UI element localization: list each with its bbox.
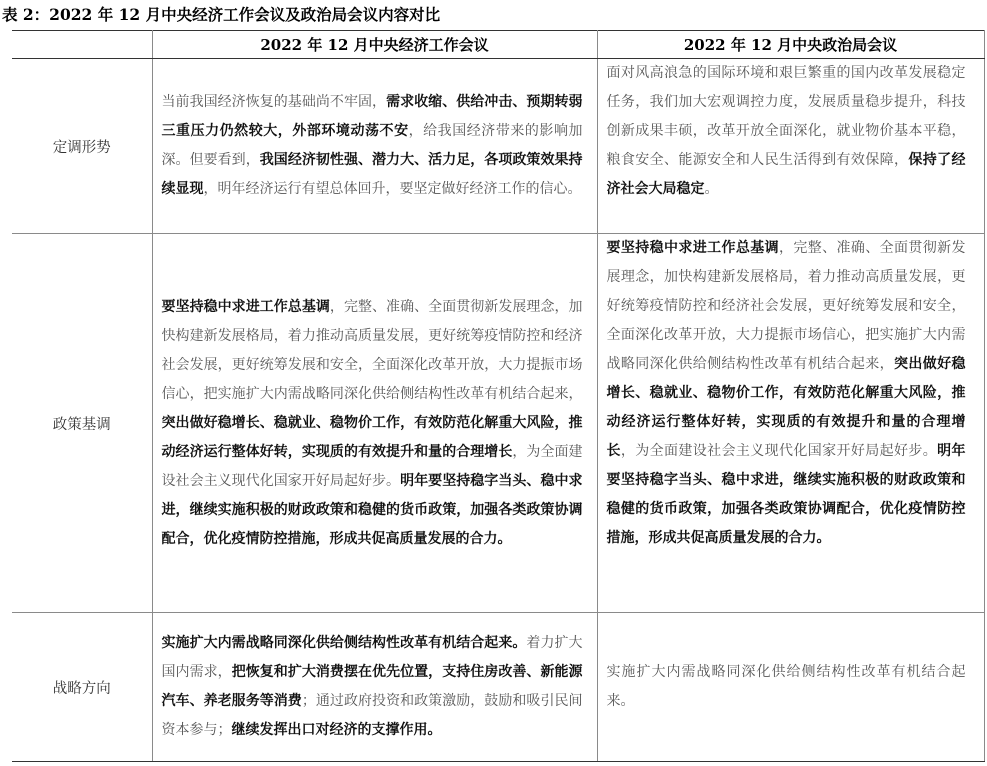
body-text: 面对风高浪急的国际环境和艰巨繁重的国内改革发展稳定任务，我们加大宏观调控力度，发展质量稳步提升，科技创新成果丰硕，改革开放全面深化，就业物价基本平稳，粮食安全、能源安全和人民生活得到有效保障，: [606, 65, 966, 168]
emphasized-text: 实施扩大内需战略同深化供给侧结构性改革有机结合起来。: [161, 635, 527, 651]
policy-politburo-cell: [597, 234, 984, 613]
policy-work-conference-cell: [152, 234, 597, 613]
emphasized-text: 突出做好稳增长、稳就业、稳物价工作，有效防范化解重大风险，推动经济运行整体好转，实现质的有效提升和量的合理增长: [606, 356, 966, 459]
body-text: 。: [704, 181, 719, 197]
emphasized-text: 要坚持稳中求进工作总基调: [606, 240, 779, 256]
body-text: ，完整、准确、全面贯彻新发展理念，加快构建新发展格局，着力推动高质量发展，更好统筹疫情防控和经济社会发展，更好统筹发展和安全，全面深化改革开放，大力提振市场信心，把实施扩大内需战略同深化供给侧结构性改革有机结合起来，: [606, 240, 966, 372]
body-text: ；通过政府投资和政策激励，鼓励和吸引民间资本参与；: [161, 693, 583, 738]
policy-politburo-text: [598, 234, 984, 553]
header-corner: [12, 31, 152, 59]
situation-work-conference-cell: [152, 59, 597, 234]
strategy-work-conference-text: [153, 629, 597, 745]
body-text: 着力扩大国内需求，: [161, 635, 583, 680]
strategy-politburo-cell: [597, 613, 984, 762]
table-header-row: [12, 31, 984, 59]
table-row: [12, 59, 984, 234]
body-text: 实施扩大内需战略同深化供给侧结构性改革有机结合起来。: [606, 664, 966, 709]
row-label-policy: 政策基调: [12, 234, 152, 613]
emphasized-text: 保持了经济社会大局稳定: [606, 152, 966, 197]
emphasized-text: 需求收缩、供给冲击、预期转弱三重压力仍然较大，外部环境动荡不安: [161, 94, 583, 139]
table-row: [12, 234, 984, 613]
emphasized-text: 继续发挥出口对经济的支撑作用。: [231, 722, 442, 738]
situation-politburo-text: [598, 59, 984, 204]
emphasized-text: 明年要坚持稳字当头、稳中求进，继续实施积极的财政政策和稳健的货币政策，加强各类政策协调配合，优化疫情防控措施，形成共促高质量发展的合力。: [161, 472, 583, 547]
emphasized-text: 我国经济韧性强、潜力大、活力足，各项政策效果持续显现: [161, 152, 583, 197]
body-text: ，为全面建设社会主义现代化国家开好局起好步。: [161, 443, 583, 489]
emphasized-text: 把恢复和扩大消费摆在优先位置，支持住房改善、新能源汽车、养老服务等消费: [161, 664, 583, 709]
body-text: ，给我国经济带来的影响加深。但要看到，: [161, 123, 583, 168]
row-label-strategy: 战略方向: [12, 613, 152, 762]
body-text: ，明年经济运行有望总体回升，要坚定做好经济工作的信心。: [203, 181, 582, 197]
strategy-work-conference-cell: [152, 613, 597, 762]
header-politburo-meeting: 2022 年 12 月中央政治局会议: [597, 31, 984, 59]
body-text: ，为全面建设社会主义现代化国家开好局起好步。: [620, 443, 938, 459]
situation-work-conference-text: [153, 88, 597, 204]
emphasized-text: 要坚持稳中求进工作总基调: [161, 298, 330, 315]
policy-work-conference-text: [153, 293, 597, 554]
emphasized-text: 明年要坚持稳字当头、稳中求进，继续实施积极的财政政策和稳健的货币政策，加强各类政策协调配合，优化疫情防控措施，形成共促高质量发展的合力。: [606, 443, 966, 546]
table-caption: 表 2：2022 年 12 月中央经济工作会议及政治局会议内容对比: [2, 5, 441, 24]
row-label-situation: 定调形势: [12, 59, 152, 234]
comparison-table: [12, 30, 985, 762]
body-text: ，完整、准确、全面贯彻新发展理念，加快构建新发展格局，着力推动高质量发展，更好统筹疫情防控和经济社会发展，更好统筹发展和安全，全面深化改革开放，大力提振市场信心，把实施扩大内需战略同深化供给侧结构性改革有机结合起来，: [161, 298, 583, 402]
emphasized-text: 突出做好稳增长、稳就业、稳物价工作，有效防范化解重大风险，推动经济运行整体好转，实现质的有效提升和量的合理增长: [161, 414, 583, 460]
table-row: [12, 613, 984, 762]
situation-politburo-cell: [597, 59, 984, 234]
strategy-politburo-text: [598, 658, 984, 716]
body-text: 当前我国经济恢复的基础尚不牢固，: [161, 94, 387, 110]
header-work-conference: 2022 年 12 月中央经济工作会议: [152, 31, 597, 59]
